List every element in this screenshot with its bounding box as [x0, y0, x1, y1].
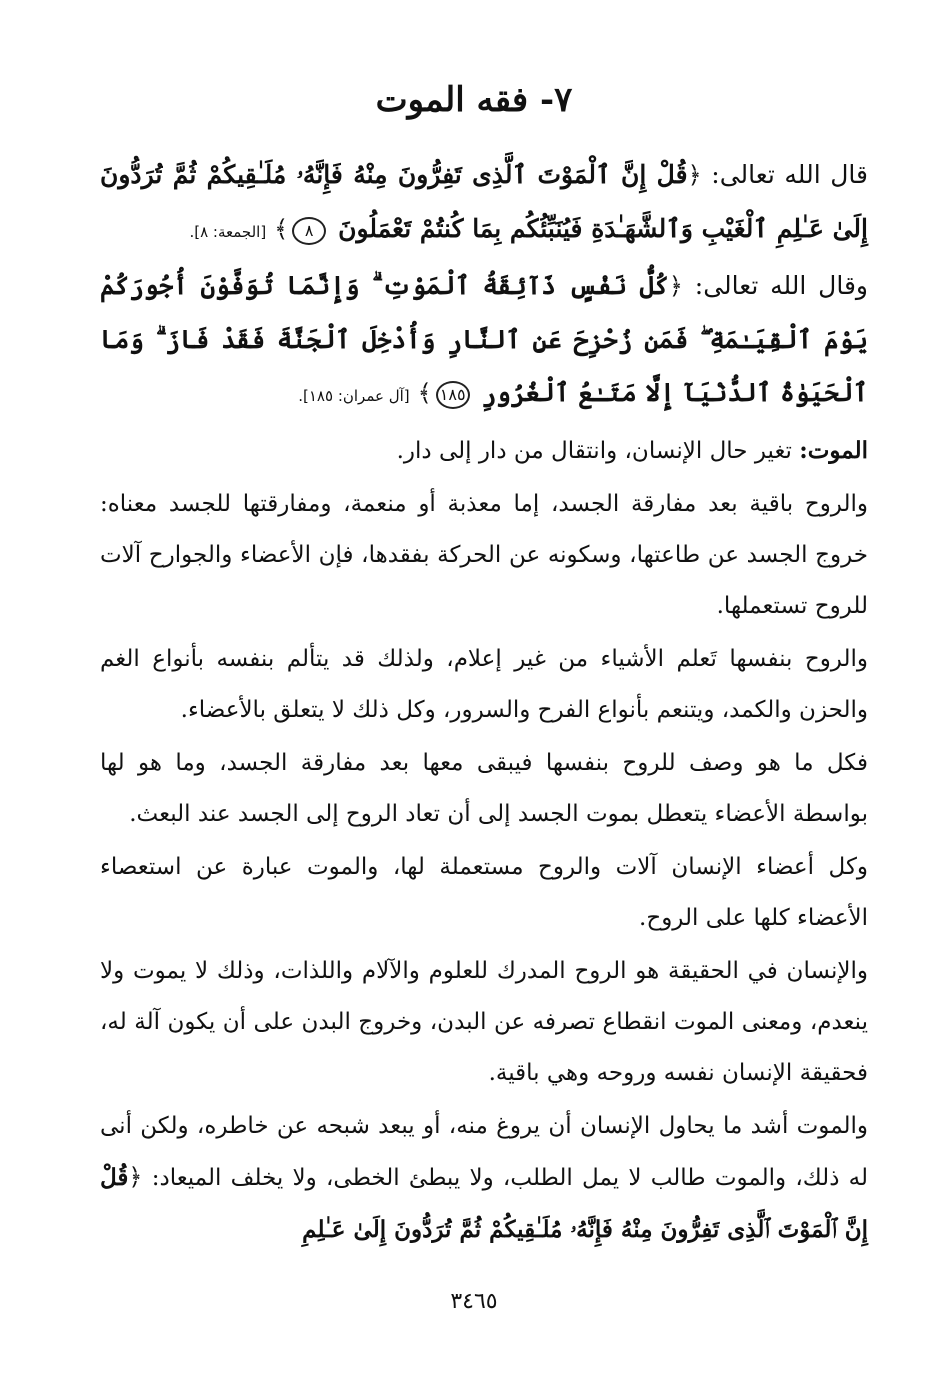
verse-text: قُلْ إِنَّ ٱلْمَوْتَ ٱلَّذِى تَفِرُّونَ مِنْهُ فَإِنَّهُۥ مُلَـٰقِيكُمْ ثُمَّ تُرَدُّونَ إِلَىٰ عَـٰلِمِ ٱلْغَيْبِ وَٱلشَّهَـٰدَةِ فَيُنَبِّئُكُم بِمَا كُنتُمْ تَعْمَلُونَ [100, 160, 868, 243]
final-paragraph-text: والموت أشد ما يحاول الإنسان أن يروغ منه، أو يبعد شبحه عن خاطره، ولكن أنى له ذلك، والموت طالب لا يمل الطلب، ولا يبطئ الخطى، ولا يخلف الميعاد: [100, 1113, 868, 1191]
paragraph: وكل أعضاء الإنسان آلات والروح مستعملة لها، والموت عبارة عن استعصاء الأعضاء كلها على الروح. [100, 854, 868, 931]
verse-reference: [الجمعة: ٨]. [189, 223, 267, 241]
paragraph: والروح بنفسها تَعلم الأشياء من غير إعلام، ولذلك قد يتألم بنفسه بأنواع الغم والحزن والكمد، ويتنعم بأنواع الفرح والسرور، وكل ذلك لا يتعلق بالأعضاء. [100, 646, 868, 723]
verse-text: كُلُّ نَفْسٍ ذَآئِقَةُ ٱلْمَوْتِ ۗ وَإِنَّمَا تُوَفَّوْنَ أُجُورَكُمْ يَوْمَ ٱلْقِيَـٰمَةِ ۖ فَمَن زُحْزِحَ عَنِ ٱلنَّارِ وَأُدْخِلَ ٱلْجَنَّةَ فَقَدْ فَازَ ۗ وَمَا ٱلْحَيَوٰةُ ٱلدُّنْيَآ إِلَّا مَتَـٰعُ ٱلْغُرُورِ [100, 271, 868, 407]
page-number: ٣٤٦٥ [450, 1289, 498, 1314]
definition-term: الموت: [799, 437, 868, 464]
paragraph: فكل ما هو وصف للروح بنفسها فيبقى معها بعد مفارقة الجسد، وما هو لها بواسطة الأعضاء يتعطل بموت الجسد إلى أن تعاد الروح إلى الجسد عند البعث. [100, 750, 868, 827]
quote-intro: قال الله تعالى: [711, 160, 868, 189]
verse-open-bracket: ﴿ [668, 272, 683, 300]
paragraph: والإنسان في الحقيقة هو الروح المدرك للعلوم والآلام واللذات، وذلك لا يموت ولا ينعدم، ومعنى الموت انقطاع تصرفه عن البدن، وخروج البدن على أن يكون آلة له، فحقيقة الإنسان نفسه وروحه وهي باقية. [100, 958, 868, 1086]
quran-quote-jumuah [100, 148, 868, 259]
quran-quote-al-imran [100, 259, 868, 423]
verse-text: قُلْ إِنَّ ٱلْمَوْتَ ٱلَّذِى تَفِرُّونَ مِنْهُ فَإِنَّهُۥ مُلَـٰقِيكُمْ ثُمَّ تُرَدُّونَ إِلَىٰ عَـٰلِمِ [100, 1164, 868, 1243]
chapter-title: ٧- فقه الموت [375, 80, 573, 120]
quote-intro: وقال الله تعالى: [694, 271, 868, 300]
page-body [100, 148, 868, 1256]
final-paragraph [100, 1101, 868, 1256]
aya-number-marker: ١٨٥ [436, 381, 470, 409]
paragraph: والروح باقية بعد مفارقة الجسد، إما معذبة أو منعمة، ومفارقتها للجسد معناه: خروج الجسد عن طاعتها، وسكونه عن الحركة بفقدها، فإن الأعضاء والجوارح آلات للروح تستعملها. [100, 491, 868, 619]
verse-open-bracket: ﴿ [687, 161, 702, 189]
verse-open-bracket: ﴿ [128, 1163, 143, 1191]
definition-text: تغير حال الإنسان، وانتقال من دار إلى دار. [396, 438, 792, 464]
verse-reference: [آل عمران: ١٨٥]. [298, 387, 410, 405]
verse-close-bracket: ﴾ [274, 215, 289, 243]
verse-close-bracket: ﴾ [417, 379, 432, 407]
definition-paragraph [100, 425, 868, 477]
aya-number-marker: ٨ [292, 217, 326, 245]
